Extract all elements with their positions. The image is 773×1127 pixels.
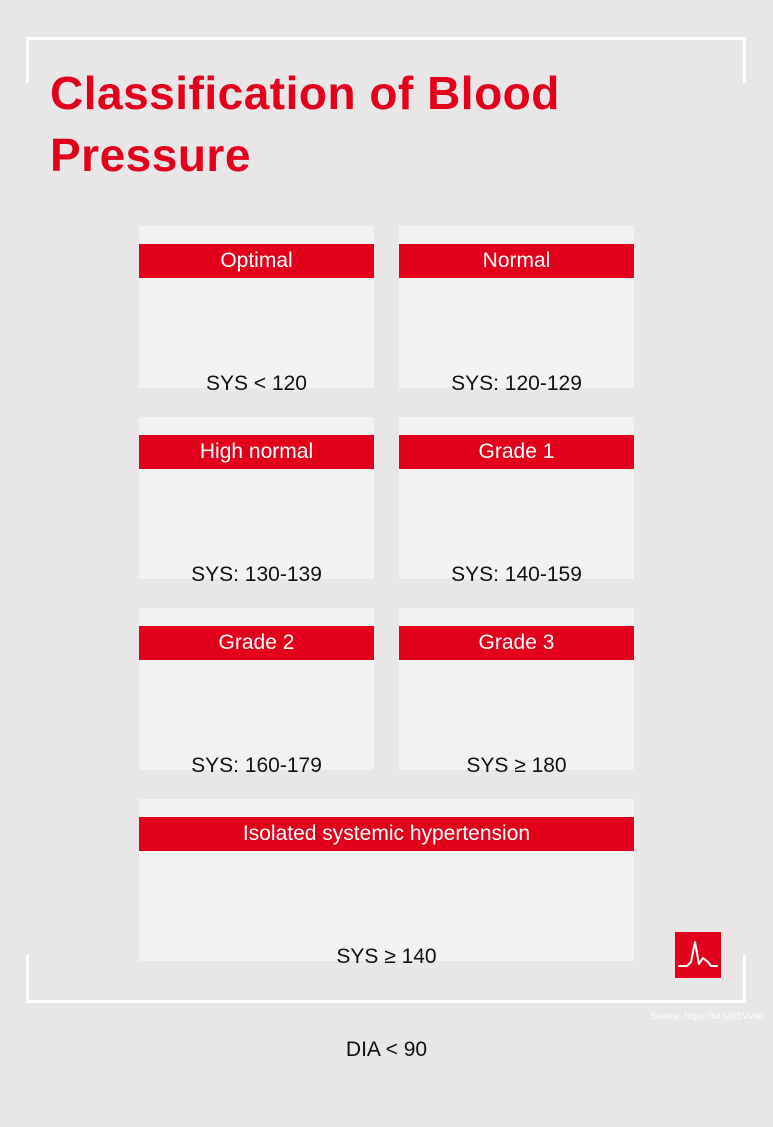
card-header: Grade 1 [399,435,634,469]
sys-value: SYS: 130-139 [191,563,322,586]
card-header: High normal [139,435,374,469]
card-isolated-systemic-hypertension [139,799,634,1061]
frame-top-right-v [743,37,746,83]
source-citation: Source: https://bit.ly/31Vizwi [650,1011,763,1021]
sys-value: SYS < 120 [206,372,307,395]
dia-value: DIA < 90 [345,1038,428,1061]
card-high-normal [139,417,374,586]
sys-value: SYS: 160-179 [191,754,322,777]
frame-bottom-left-v [26,955,29,1003]
frame-top-left-h [26,37,746,40]
card-header: Isolated systemic hypertension [139,817,634,851]
sys-value: SYS ≥ 180 [466,754,567,777]
sys-value: SYS: 120-129 [451,372,582,395]
frame-bottom-right-v [743,955,746,1003]
sys-value: SYS: 140-159 [451,563,582,586]
sys-value: SYS ≥ 140 [336,945,437,968]
page-title: Classification of Blood Pressure [50,67,560,181]
card-grade-1 [399,417,634,586]
card-header: Grade 2 [139,626,374,660]
card-header: Optimal [139,244,374,278]
frame-top-left-v [26,37,29,83]
card-grade-2 [139,608,374,777]
card-header: Normal [399,244,634,278]
card-optimal [139,226,374,395]
card-values [139,879,634,1127]
card-grade-3 [399,608,634,777]
blood-pressure-waveform-icon [675,932,721,978]
card-header: Grade 3 [399,626,634,660]
card-normal [399,226,634,395]
